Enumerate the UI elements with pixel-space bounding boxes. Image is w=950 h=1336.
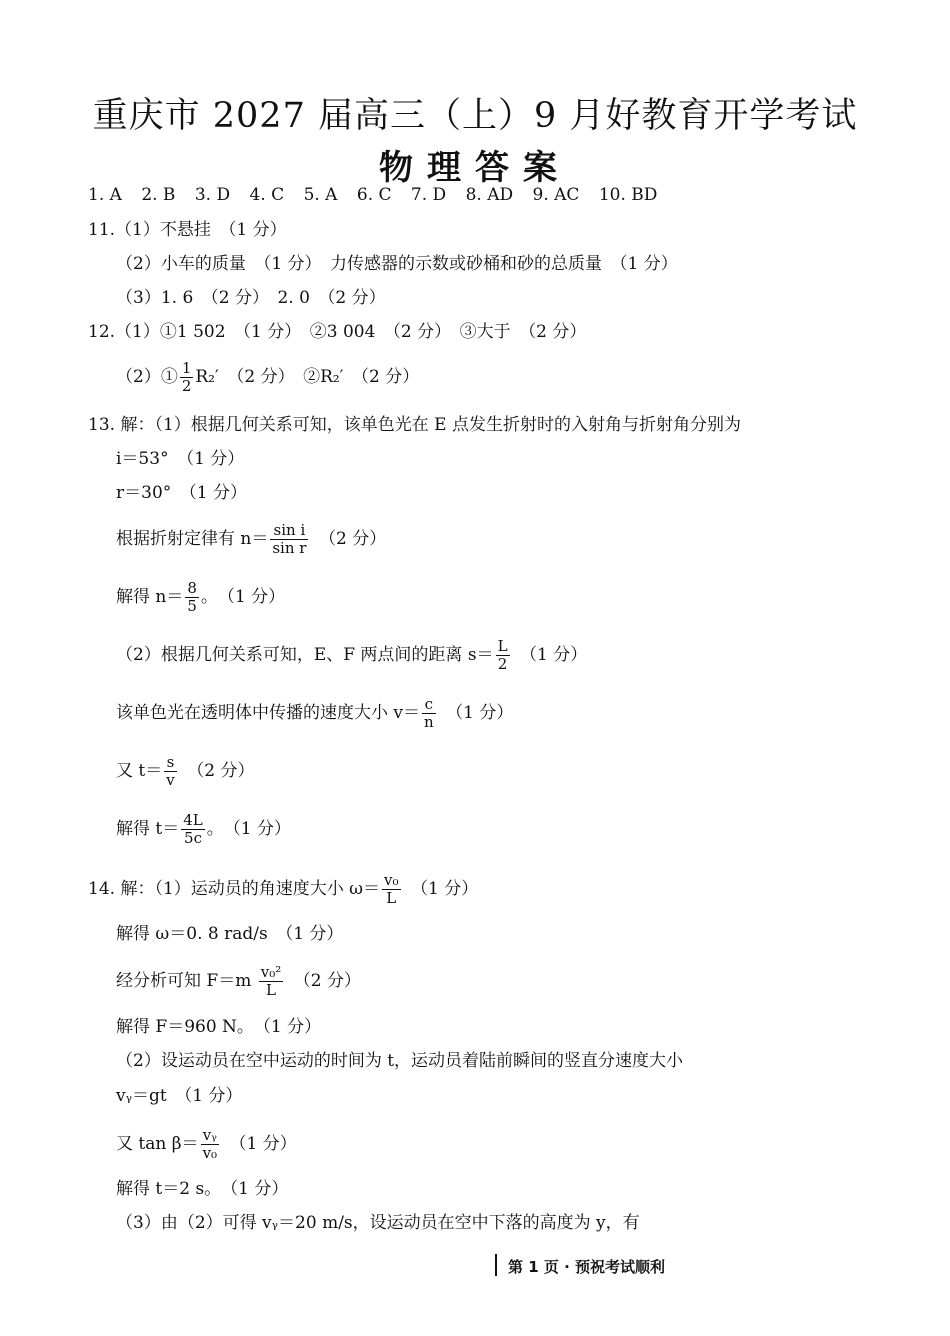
fraction <box>270 522 308 557</box>
numerator: 4L <box>183 811 203 829</box>
text: （2 分） <box>285 971 361 991</box>
denominator: 2 <box>497 655 508 673</box>
text: 。 （1 分） <box>206 819 291 839</box>
denominator: sin r <box>272 539 307 557</box>
denominator: 5c <box>184 829 202 847</box>
mc-answer: 1. A <box>88 185 122 205</box>
q11-line: 11.（1）不悬挂 （1 分） <box>88 220 287 240</box>
page-subtitle: 物理答案 <box>379 148 571 188</box>
page-title: 重庆市 2027 届高三（上）9 月好教育开学考试 <box>92 96 858 136</box>
numerator: v₀ <box>384 871 399 889</box>
q14-line: 解得 F＝960 N。 （1 分） <box>116 1017 322 1037</box>
text: （2 分） <box>178 761 255 781</box>
numerator: sin i <box>270 522 308 540</box>
q11-line: （2）小车的质量 （1 分） 力传感器的示数或砂桶和砂的总质量 （1 分） <box>116 254 678 274</box>
numerator: c <box>422 696 436 714</box>
q13-line <box>116 580 285 615</box>
q14-line: vᵧ＝gt （1 分） <box>116 1086 243 1106</box>
q14-line: 解得 ω＝0. 8 rad/s （1 分） <box>116 924 344 944</box>
text: R₂′ （2 分） ②R₂′ （2 分） <box>195 367 420 387</box>
q13-line: r＝30° （1 分） <box>116 483 247 503</box>
denominator: v₀ <box>202 1144 218 1162</box>
text: （1 分） <box>402 879 479 899</box>
fraction <box>422 696 436 731</box>
mc-answer: 7. D <box>410 185 447 205</box>
q14-line <box>88 872 478 907</box>
text: （1 分） <box>437 703 514 723</box>
fraction <box>164 754 176 789</box>
multiple-choice-answers <box>88 184 671 206</box>
q13-line <box>116 754 254 789</box>
text: （2）根据几何关系可知，E、F 两点间的距离 s＝ <box>116 645 494 665</box>
q13-line: i＝53° （1 分） <box>116 449 245 469</box>
text: 该单色光在透明体中传播的速度大小 v＝ <box>116 703 421 723</box>
text: 根据折射定律有 n＝ <box>116 529 269 549</box>
mc-answer: 2. B <box>141 185 176 205</box>
text: （1 分） <box>511 645 588 665</box>
q14-line <box>116 1127 297 1162</box>
q13-line <box>116 522 386 557</box>
text: 又 t＝ <box>116 761 163 781</box>
fraction <box>382 872 401 907</box>
denominator: v <box>166 771 175 789</box>
footer-divider <box>495 1254 497 1276</box>
text: 解得 t＝ <box>116 819 180 839</box>
text: 解得 n＝ <box>116 587 184 607</box>
fraction <box>496 638 510 673</box>
numerator: L <box>497 637 508 655</box>
q13-line: 13. 解：（1）根据几何关系可知，该单色光在 E 点发生折射时的入射角与折射角分别为 <box>88 415 741 435</box>
q14-line <box>116 964 361 999</box>
text: （1 分） <box>221 1134 297 1154</box>
q14-line: （3）由（2）可得 vᵧ＝20 m/s，设运动员在空中下落的高度为 y，有 <box>116 1213 640 1233</box>
numerator: vᵧ <box>201 1127 220 1145</box>
fraction <box>259 964 284 999</box>
text: 。 （1 分） <box>200 587 286 607</box>
q13-line <box>116 812 291 847</box>
mc-answer: 9. AC <box>532 185 580 205</box>
denominator: 5 <box>187 597 197 615</box>
text: （2）① <box>116 367 178 387</box>
mc-answer: 8. AD <box>465 185 514 205</box>
fraction <box>181 812 205 847</box>
text: 经分析可知 F＝m <box>116 971 257 991</box>
q14-line: （2）设运动员在空中运动的时间为 t，运动员着陆前瞬间的竖直分速度大小 <box>116 1051 684 1071</box>
denominator: 2 <box>181 377 192 395</box>
mc-answer: 3. D <box>194 185 231 205</box>
q13-line <box>116 696 513 731</box>
text: 14. 解：（1）运动员的角速度大小 ω＝ <box>88 879 381 899</box>
q14-line: 解得 t＝2 s。 （1 分） <box>116 1179 289 1199</box>
numerator: s <box>164 754 176 772</box>
page-footer: 第 1 页 · 预祝考试顺利 <box>508 1258 666 1276</box>
fraction <box>185 580 199 615</box>
denominator: n <box>424 713 434 731</box>
numerator: v₀² <box>260 963 282 981</box>
q12-line <box>116 360 419 395</box>
fraction <box>180 360 194 395</box>
mc-answer: 4. C <box>249 185 285 205</box>
text: （2 分） <box>310 529 387 549</box>
denominator: L <box>266 981 276 999</box>
mc-answer: 5. A <box>303 185 338 205</box>
numerator: 1 <box>181 359 192 377</box>
q12-line: 12.（1）①1 502 （1 分） ②3 004 （2 分） ③大于 （2 分） <box>88 322 587 342</box>
fraction <box>201 1127 220 1162</box>
mc-answer: 10. BD <box>598 185 658 205</box>
mc-answer: 6. C <box>356 185 392 205</box>
q11-line: （3）1. 6 （2 分） 2. 0 （2 分） <box>116 288 386 308</box>
numerator: 8 <box>187 579 197 597</box>
text: 又 tan β＝ <box>116 1134 199 1154</box>
q13-line <box>116 638 587 673</box>
denominator: L <box>386 889 397 907</box>
